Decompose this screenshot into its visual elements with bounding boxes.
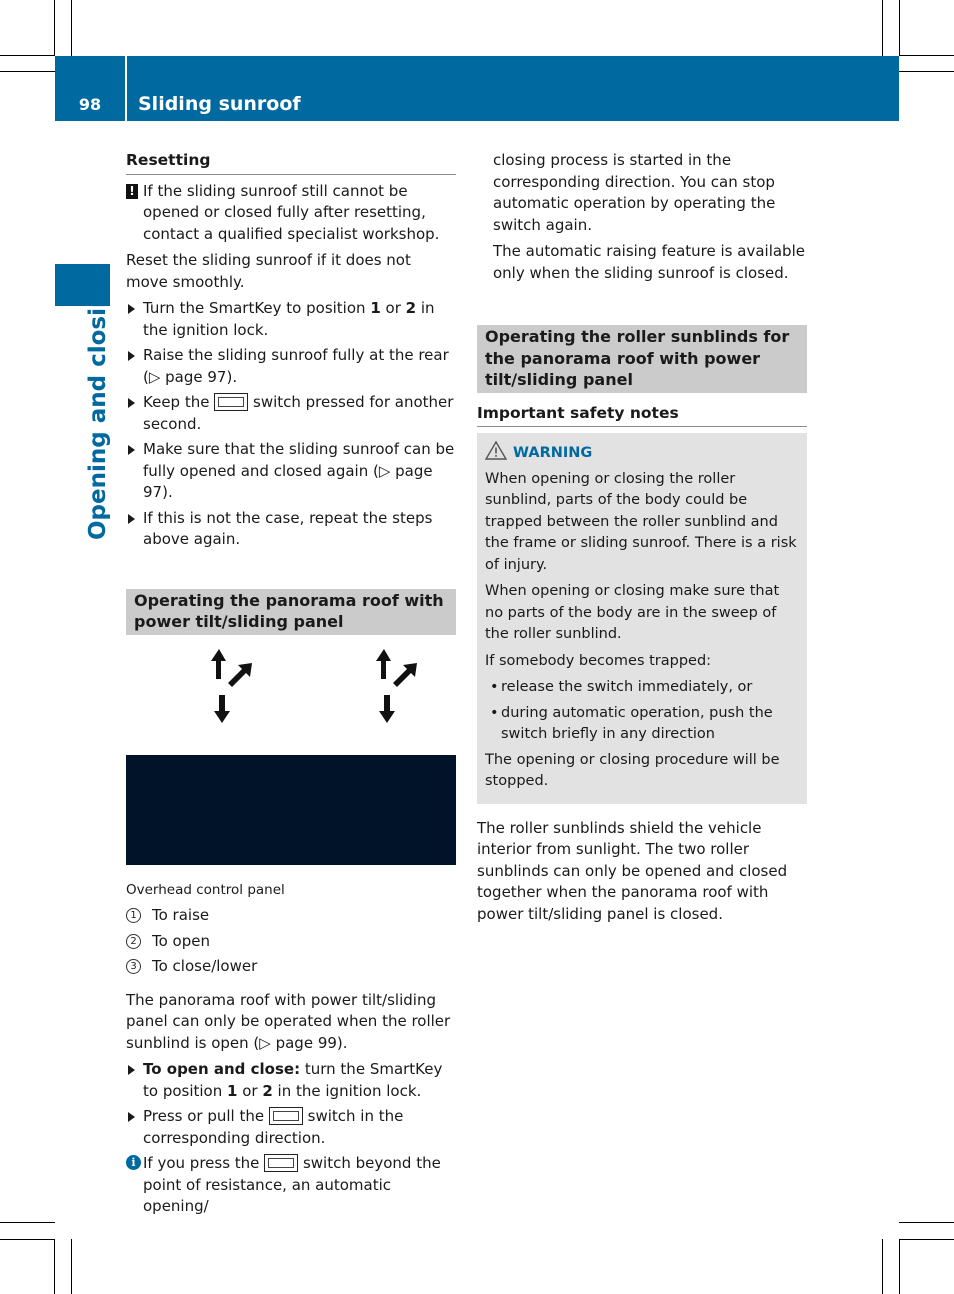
roller-paragraph: The roller sunblinds shield the vehicle interior from sunlight. The two roller sunblinds can only be opened and closed together when the panorama roof with power tilt/sliding panel is closed. bbox=[477, 818, 788, 923]
step-text: in the ignition lock. bbox=[272, 1081, 422, 1100]
switch-arrows-icon bbox=[206, 645, 266, 725]
warning-heading bbox=[485, 441, 799, 465]
switch-icon bbox=[269, 1107, 303, 1125]
crop-mark bbox=[899, 0, 900, 56]
left-column bbox=[126, 150, 456, 1223]
legend-text: To close/lower bbox=[152, 957, 258, 975]
crop-mark bbox=[0, 71, 55, 72]
crop-mark bbox=[899, 55, 954, 56]
crop-mark bbox=[71, 1239, 72, 1294]
crop-mark bbox=[899, 1239, 900, 1294]
switch-arrows-icon bbox=[371, 645, 431, 725]
step-text: turn the SmartKey to position bbox=[143, 1060, 443, 1100]
panorama-section-heading: Operating the panorama roof with power tilt/sliding panel bbox=[126, 589, 456, 635]
legend-item bbox=[126, 956, 456, 978]
number-circle: 1 bbox=[126, 908, 141, 923]
page-number: 98 bbox=[78, 95, 102, 114]
warning-triangle-icon bbox=[485, 441, 507, 460]
right-column bbox=[477, 150, 807, 930]
number-circle: 2 bbox=[126, 934, 141, 949]
figure-caption: Overhead control panel bbox=[126, 881, 285, 898]
switch-icon bbox=[214, 393, 248, 411]
step-text: switch in the corresponding direction. bbox=[143, 1107, 404, 1147]
switch-icon bbox=[264, 1154, 298, 1172]
roller-section-heading: Operating the roller sunblinds for the panorama roof with power tilt/sliding panel bbox=[477, 325, 807, 393]
warning-text: When opening or closing make sure that no parts of the body are in the sweep of the roller sunblind. bbox=[485, 583, 780, 642]
resetting-note-text: If the sliding sunroof still cannot be opened or closed fully after resetting, contact a qualified specialist workshop. bbox=[143, 181, 440, 243]
warning-text: When opening or closing the roller sunblind, parts of the body could be trapped between the roller sunblind and the frame or sliding sunroof. There is a risk of injury. bbox=[485, 470, 797, 573]
resetting-heading: Resetting bbox=[126, 150, 456, 175]
panorama-paragraph: The panorama roof with power tilt/sliding panel can only be operated when the roller sunblind is open (▷ page 99). bbox=[126, 990, 451, 1052]
crop-mark bbox=[0, 55, 55, 56]
warning-bullet: • release the switch immediately, or bbox=[485, 677, 799, 699]
crop-mark bbox=[54, 0, 55, 56]
panorama-step bbox=[126, 1106, 456, 1149]
resetting-intro: Reset the sliding sunroof if it does not move smoothly. bbox=[126, 251, 411, 291]
step-text: 1 bbox=[227, 1081, 238, 1100]
crop-mark bbox=[54, 1239, 55, 1294]
overhead-control-panel-image bbox=[126, 755, 456, 865]
panorama-step bbox=[126, 1059, 456, 1102]
step-text: in the ignition lock. bbox=[143, 299, 435, 339]
note-text: If you press the bbox=[143, 1154, 265, 1172]
resetting-note bbox=[126, 181, 456, 246]
legend-text: To raise bbox=[152, 906, 210, 924]
step-text: To open and close: bbox=[143, 1060, 301, 1078]
resetting-step bbox=[126, 298, 456, 341]
exclamation-icon: ! bbox=[126, 184, 138, 199]
resetting-step: Raise the sliding sunroof fully at the rear (▷ page 97). bbox=[126, 345, 456, 388]
crop-mark bbox=[899, 1222, 954, 1223]
crop-mark bbox=[882, 1239, 883, 1294]
safety-notes-heading: Important safety notes bbox=[477, 403, 807, 428]
legend-item bbox=[126, 931, 456, 953]
resetting-step: If this is not the case, repeat the steps above again. bbox=[126, 508, 456, 551]
step-text: Keep the bbox=[143, 393, 215, 411]
header-divider bbox=[125, 56, 127, 121]
info-icon: i bbox=[126, 1155, 141, 1170]
crop-mark bbox=[0, 1222, 55, 1223]
warning-text: The opening or closing procedure will be stopped. bbox=[485, 751, 780, 789]
continued-paragraph: closing process is started in the corresponding direction. You can stop automatic operation by operating the switch again. bbox=[493, 151, 776, 234]
step-text: 1 bbox=[370, 299, 381, 317]
step-text: or bbox=[380, 299, 406, 317]
crop-mark bbox=[882, 0, 883, 56]
step-text: 2 bbox=[262, 1081, 273, 1100]
resetting-step: Make sure that the sliding sunroof can be fully opened and closed again (▷ page 97). bbox=[126, 439, 456, 504]
step-text: Turn the SmartKey to position bbox=[143, 299, 371, 317]
number-circle: 3 bbox=[126, 959, 141, 974]
step-text: 2 bbox=[405, 299, 417, 317]
crop-mark bbox=[899, 1239, 954, 1240]
crop-mark bbox=[899, 71, 954, 72]
info-note bbox=[126, 1153, 456, 1218]
crop-mark bbox=[71, 0, 72, 56]
crop-mark bbox=[0, 1239, 55, 1240]
page-header bbox=[55, 56, 899, 121]
note-text: switch beyond the point of resistance, an automatic opening/ bbox=[143, 1154, 441, 1215]
warning-label: WARNING bbox=[513, 445, 593, 461]
warning-text: If somebody becomes trapped: bbox=[485, 652, 712, 669]
step-text: Press or pull the bbox=[143, 1107, 269, 1125]
auto-raise-paragraph: The automatic raising feature is available only when the sliding sunroof is closed. bbox=[493, 242, 805, 282]
step-text: or bbox=[237, 1081, 263, 1100]
warning-bullet: • during automatic operation, push the switch briefly in any direction bbox=[485, 703, 799, 746]
resetting-step bbox=[126, 392, 456, 435]
step-text: switch pressed for another second. bbox=[143, 393, 454, 433]
warning-box bbox=[477, 433, 807, 804]
overhead-panel-figure bbox=[126, 645, 456, 875]
legend-item bbox=[126, 905, 456, 927]
legend-text: To open bbox=[152, 931, 210, 950]
chapter-label: Opening and closing bbox=[85, 275, 111, 540]
page-title: Sliding sunroof bbox=[138, 93, 301, 115]
